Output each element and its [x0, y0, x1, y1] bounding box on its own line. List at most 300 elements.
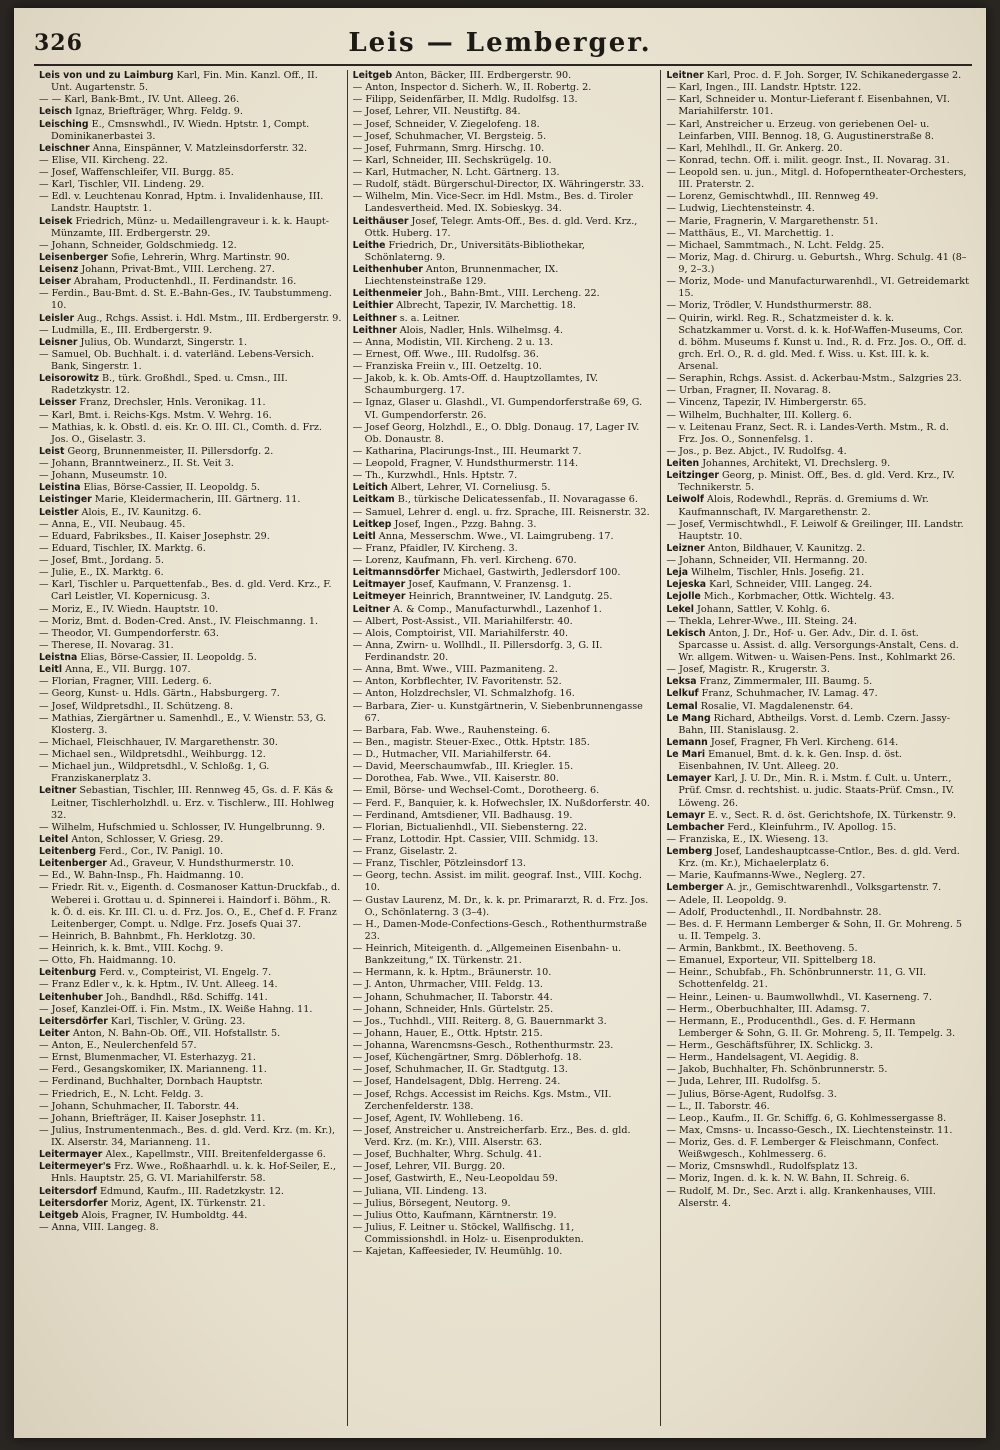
entry-details: — Josef, Lehrer, VII. Neustiftg. 84. — [352, 106, 521, 118]
directory-entry — [39, 313, 342, 325]
entry-details: — Josef, Buchhalter, Whrg. Schulg. 41. — [352, 1149, 542, 1161]
directory-entry — [39, 1113, 342, 1125]
entry-surname: Leja — [666, 567, 689, 579]
entry-surname: Leischner — [39, 142, 90, 154]
entry-details: — Moriz, Bmt. d. Boden-Cred. Anst., IV. Fleischmanng. 1. — [39, 615, 318, 627]
directory-entry — [353, 494, 656, 506]
entry-details: — Herm., Geschäftsführer, IX. Schlickg. 3. — [666, 1040, 874, 1051]
entry-details: — Anna, Bmt. Wwe., VIII. Pazmaniteng. 2. — [352, 664, 558, 676]
directory-entry — [353, 628, 656, 640]
entry-details: — Emil, Börse- und Wechsel-Comt., Dorotheerg. 6. — [352, 785, 600, 797]
column-1 — [34, 70, 347, 1426]
entry-details: — J. Anton, Uhrmacher, VIII. Feldg. 13. — [352, 979, 543, 991]
entry-details: — Karl, Bmt. i. Reichs-Kgs. Mstm. V. Wehrg. 16. — [39, 409, 272, 421]
entry-details: Anton, Brunnenmacher, IX. Liechtensteinstraße 129. — [364, 264, 559, 288]
directory-entry — [353, 94, 656, 106]
directory-entry — [39, 701, 342, 713]
directory-entry — [353, 676, 656, 688]
directory-entry — [39, 664, 342, 676]
entry-details: — Johann, Schneider, Goldschmiedg. 12. — [39, 239, 237, 251]
entry-details: Joh., Bahn-Bmt., VIII. Lercheng. 22. — [422, 288, 600, 300]
directory-entry — [666, 203, 969, 215]
directory-entry — [39, 713, 342, 737]
entry-details: Ferd., Kleinfuhrm., IV. Apollog. 15. — [724, 821, 897, 833]
entry-details: — Vincenz, Tapezir, IV. Himbergerstr. 65. — [666, 397, 867, 409]
directory-entry — [39, 955, 342, 967]
entry-details: Marie, Kleidermacherin, III. Gärtnerg. 11. — [91, 494, 301, 506]
directory-entry — [666, 749, 969, 773]
entry-details: — Jos., Tuchhdl., VIII. Reiterg. 8, G. Bauernmarkt 3. — [352, 1015, 607, 1027]
entry-surname: Leitenhuber — [39, 991, 103, 1003]
entry-surname: Leiten — [666, 458, 700, 469]
entry-details: — Adolf, Productenhdl., II. Nordbahnstr. 28. — [666, 906, 882, 918]
entry-details: — Julius, Börsegent, Neutorg. 9. — [352, 1197, 511, 1209]
directory-entry — [666, 119, 969, 143]
entry-surname: Leitkam — [352, 494, 395, 506]
entry-details: B., türkische Delicatessenfab., II. Novaragasse 6. — [394, 494, 638, 506]
directory-entry — [666, 737, 969, 749]
directory-entry — [666, 519, 969, 543]
entry-surname: Leistinger — [39, 494, 92, 506]
directory-entry — [39, 397, 342, 409]
directory-entry — [39, 688, 342, 700]
directory-entry — [353, 822, 656, 834]
running-head: Leis — Lemberger. — [348, 28, 652, 58]
entry-details: Abraham, Productenhdl., II. Ferdinandstr. 16. — [70, 276, 297, 288]
entry-surname: Leisser — [39, 397, 77, 409]
directory-entry — [666, 1101, 969, 1113]
entry-details: — Hermann, E., Producenthdl., Ges. d. F. Hermann Lemberger & Sohn, G. II. Gr. Mohreng. 5, II. Tempelg. 3. — [666, 1015, 956, 1039]
directory-entry — [39, 143, 342, 155]
entry-details: — Johann, Branntweinerz., II. St. Veit 3. — [39, 458, 234, 469]
directory-entry — [353, 1028, 656, 1040]
directory-entry — [666, 1161, 969, 1173]
entry-surname: Leisler — [39, 312, 75, 324]
directory-entry — [353, 300, 656, 312]
directory-entry — [353, 919, 656, 943]
directory-entry — [39, 410, 342, 422]
entry-details: — Bes. d. F. Hermann Lemberger & Sohn, II. Gr. Mohreng. 5 u. II. Tempelg. 3. — [666, 918, 963, 942]
entry-details: — Heinr., Leinen- u. Baumwollwhdl., VI. Kaserneng. 7. — [666, 991, 932, 1003]
directory-entry — [39, 567, 342, 579]
directory-entry — [353, 579, 656, 591]
directory-entry — [666, 701, 969, 713]
directory-entry — [353, 1161, 656, 1173]
entry-details: — Friedrich, E., N. Lcht. Feldg. 3. — [39, 1088, 204, 1100]
page-header — [14, 28, 986, 62]
entry-details: Ignaz, Briefträger, Whrg. Feldg. 9. — [72, 106, 243, 118]
entry-details: — Ed., W. Bahn-Insp., Fh. Haidmanng. 10. — [39, 870, 244, 882]
directory-entry — [666, 1113, 969, 1125]
directory-entry — [353, 519, 656, 531]
entry-surname: Leithenmeier — [352, 288, 423, 300]
entry-details: — Josef, Kanzlei-Off. i. Fin. Mstm., IX. Weiße Hahng. 11. — [39, 1003, 313, 1015]
entry-details: Karl, Fin. Min. Kanzl. Off., II. Unt. Augartenstr. 5. — [51, 70, 318, 94]
entry-surname: Leithe — [352, 239, 386, 251]
entry-details: — Jos., p. Bez. Abjct., IV. Rudolfsg. 4. — [666, 445, 847, 457]
entry-details: Karl, J. U. Dr., Min. R. i. Mstm. f. Cult. u. Unterr., Prüf. Cmsr. d. rechtshist. u. judic. Staats-Prüf. Cmsn., IV. Löweng. 26. — [678, 773, 955, 809]
directory-entry — [666, 494, 969, 518]
entry-details: — Marie, Fragnerin, V. Margarethenstr. 51. — [666, 215, 879, 227]
entry-details: — Dorothea, Fab. Wwe., VII. Kaiserstr. 80. — [352, 773, 559, 785]
entry-details: — Mathias, Ziergärtner u. Samenhdl., E., V. Wienstr. 53, G. Klosterg. 3. — [39, 712, 327, 736]
directory-entry — [39, 737, 342, 749]
directory-entry — [666, 216, 969, 228]
directory-entry — [353, 895, 656, 919]
entry-details: — Johann, Briefträger, II. Kaiser Josephstr. 11. — [39, 1112, 266, 1124]
directory-entry — [666, 70, 969, 82]
entry-details: — Kajetan, Kaffeesieder, IV. Heumühlg. 10. — [352, 1246, 563, 1258]
entry-details: — Josef, Anstreicher u. Anstreicherfarb. Erz., Bes. d. gld. Verd. Krz. (m. Kr.), VIII. Alserstr. 63. — [352, 1124, 631, 1148]
directory-entry — [666, 1076, 969, 1088]
directory-entry — [39, 822, 342, 834]
entry-details: — Moriz, Ges. d. F. Lemberger & Fleischmann, Confect. Weißwgesch., Kohlmesserg. 6. — [666, 1137, 939, 1161]
entry-details: Joh., Bandhdl., Rßd. Schiffg. 141. — [102, 991, 268, 1003]
directory-entry — [666, 1137, 969, 1161]
directory-entry — [666, 628, 969, 664]
directory-entry — [666, 1186, 969, 1210]
entry-details: — Samuel, Ob. Buchhalt. i. d. vaterländ. Lebens-Versich. Bank, Singerstr. 1. — [39, 348, 315, 372]
entry-surname: Leitersdörfer — [39, 1015, 108, 1027]
directory-entry — [39, 470, 342, 482]
directory-entry — [353, 179, 656, 191]
directory-entry — [353, 143, 656, 155]
directory-entry — [353, 834, 656, 846]
entry-details: — Anton, E., Neulerchenfeld 57. — [39, 1040, 197, 1051]
entry-details: — Karl, Tischler u. Parquettenfab., Bes. d. gld. Verd. Krz., F. Carl Leistler, VI. Kopernicusg. 3. — [39, 579, 332, 603]
entry-surname: Leithner — [352, 324, 397, 336]
entry-details: — Ludwig, Liechtensteinstr. 4. — [666, 203, 815, 215]
entry-details: — Josef, Fuhrmann, Smrg. Hirschg. 10. — [352, 142, 545, 154]
entry-surname: Lemann — [666, 736, 708, 748]
directory-entry — [353, 1076, 656, 1088]
entry-details: — Georg, Kunst- u. Hdls. Gärtn., Habsburgerg. 7. — [39, 688, 280, 700]
directory-entry — [353, 725, 656, 737]
entry-details: — Katharina, Placirungs-Inst., III. Heumarkt 7. — [352, 445, 582, 457]
entry-details: — Theodor, VI. Gumpendorferstr. 63. — [39, 627, 219, 639]
entry-details: Karl, Tischler, V. Grüng. 23. — [107, 1015, 246, 1027]
entry-details: — Anton, Inspector d. Sicherh. W., II. Robertg. 2. — [352, 82, 592, 94]
entry-details: Alois, Nadler, Hnls. Wilhelmsg. 4. — [396, 324, 564, 336]
entry-details: Anton, N. Bahn-Ob. Off., VII. Hofstallstr. 5. — [69, 1027, 281, 1039]
directory-entry — [353, 749, 656, 761]
directory-entry — [666, 1040, 969, 1052]
directory-entry — [353, 992, 656, 1004]
directory-entry — [666, 1064, 969, 1076]
directory-entry — [39, 252, 342, 264]
entry-details: — Florian, Fragner, VIII. Lederg. 6. — [39, 676, 212, 688]
entry-details: — Josef, Gastwirth, E., Neu-Leopoldau 59. — [352, 1173, 558, 1185]
entry-surname: Lemayr — [666, 809, 705, 821]
directory-entry — [39, 846, 342, 858]
directory-entry — [666, 191, 969, 203]
entry-details: — Josef, Schneider, V. Ziegelofeng. 18. — [352, 118, 540, 130]
entry-details: — Josef, Küchengärtner, Smrg. Döblerhofg. 18. — [352, 1052, 582, 1064]
directory-entry — [666, 834, 969, 846]
directory-entry — [666, 422, 969, 446]
entry-surname: Leitner — [666, 70, 704, 81]
directory-entry — [39, 1004, 342, 1016]
directory-entry — [666, 300, 969, 312]
entry-surname: Lemal — [666, 700, 698, 712]
entry-details: — Karl, Mehlhdl., II. Gr. Ankerg. 20. — [666, 142, 843, 154]
entry-details: — Adele, II. Leopoldg. 9. — [666, 894, 787, 906]
entry-surname: Leithäuser — [352, 215, 409, 227]
entry-details: — Max, Cmsns- u. Incasso-Gesch., IX. Liechtensteinstr. 11. — [666, 1124, 953, 1136]
entry-details: — Julius, F. Leitner u. Stöckel, Wallfischg. 11, Commissionshdl. in Holz- u. Eisenprodukten. — [352, 1221, 584, 1245]
entry-details: — Thekla, Lehrer-Wwe., III. Steing. 24. — [666, 615, 857, 627]
entry-surname: Leitel — [39, 833, 69, 845]
directory-entry — [666, 1004, 969, 1016]
directory-entry — [666, 773, 969, 809]
entry-surname: Leitmannsdörfer — [352, 567, 440, 579]
entry-details: Sebastian, Tischler, III. Rennweg 45, Gs. d. F. Käs & Leitner, Tischlerholzhdl. u. Erz. v. Tischlerw., III. Hohlweg 32. — [51, 785, 335, 821]
entry-details: — Johann, Museumstr. 10. — [39, 470, 168, 482]
directory-entry — [666, 410, 969, 422]
directory-entry — [666, 713, 969, 737]
directory-entry — [353, 1222, 656, 1246]
entry-surname: Lejolle — [666, 591, 701, 603]
directory-entry — [353, 191, 656, 215]
directory-entry — [353, 119, 656, 131]
entry-details: Josef, Landeshauptcasse-Cntlor., Bes. d. gld. Verd. Krz. (m. Kr.), Michaelerplatz 6. — [678, 846, 960, 870]
entry-details: A. jr., Gemischtwarenhdl., Volksgartenstr. 7. — [723, 882, 942, 894]
directory-entry — [39, 288, 342, 312]
directory-entry — [353, 640, 656, 664]
entry-details: — Lorenz, Gemischtwhdl., III. Rennweg 49. — [666, 191, 879, 203]
entry-details: — Moriz, E., IV. Wiedn. Hauptstr. 10. — [39, 603, 219, 615]
directory-entry — [353, 1149, 656, 1161]
directory-entry — [39, 1016, 342, 1028]
directory-entry — [39, 749, 342, 761]
directory-entry — [666, 895, 969, 907]
directory-entry — [39, 1052, 342, 1064]
entry-details: — Leopold, Fragner, V. Hundsthurmerstr. 114. — [352, 458, 579, 469]
directory-entry — [666, 664, 969, 676]
directory-entry — [353, 1089, 656, 1113]
entry-details: — v. Leitenau Franz, Sect. R. i. Landes-Verth. Mstm., R. d. Frz. Jos. O., Sonnenfelsg. 1. — [666, 421, 949, 445]
entry-details: Alois, Fragner, IV. Humboldtg. 44. — [78, 1209, 248, 1221]
entry-surname: Lembacher — [666, 821, 725, 833]
entry-details: — Samuel, Lehrer d. engl. u. frz. Sprache, III. Reisnerstr. 32. — [352, 506, 650, 518]
entry-details: — Franziska Freiin v., III. Oetzeltg. 10. — [352, 361, 542, 372]
entry-details: — Lorenz, Kaufmann, Fh. verl. Kircheng. 670. — [352, 555, 577, 566]
entry-surname: Leizner — [666, 542, 705, 554]
directory-entry — [666, 167, 969, 191]
directory-entry — [353, 70, 656, 82]
entry-details: — Josef, Agent, IV. Wohllebeng. 16. — [352, 1112, 524, 1124]
entry-details: Emanuel, Bmt. d. k. k. Gen. Insp. d. öst. Eisenbahnen, IV. Unt. Alleeg. 20. — [678, 749, 902, 773]
directory-entry — [353, 1125, 656, 1149]
directory-entry — [666, 240, 969, 252]
header-rule — [34, 64, 972, 66]
entry-details: — David, Meerschaumwfab., III. Kriegler. 15. — [352, 761, 574, 773]
entry-details: — Franz, Lottodir. Hpt. Cassier, VIII. Schmidg. 13. — [352, 833, 599, 845]
directory-entry — [39, 216, 342, 240]
directory-entry — [666, 155, 969, 167]
entry-details: — Albert, Post-Assist., VII. Mariahilferstr. 40. — [352, 615, 573, 627]
entry-details: Aug., Rchgs. Assist. i. Hdl. Mstm., III. Erdbergerstr. 9. — [74, 312, 342, 324]
directory-entry — [666, 1052, 969, 1064]
directory-entry — [666, 992, 969, 1004]
entry-details: Ferd. v., Compteirist, VI. Engelg. 7. — [96, 967, 272, 979]
entry-surname: Lekel — [666, 603, 694, 615]
directory-entry — [39, 337, 342, 349]
entry-details: Georg, p. Minist. Off., Bes. d. gld. Verd. Krz., IV. Technikerstr. 5. — [678, 470, 955, 494]
entry-details: — Franziska, E., IX. Wieseng. 13. — [666, 833, 829, 845]
directory-entry — [353, 131, 656, 143]
directory-entry — [666, 385, 969, 397]
directory-entry — [353, 1040, 656, 1052]
directory-entry — [39, 882, 342, 931]
entry-details: — Franz, Tischler, Pötzleinsdorf 13. — [352, 858, 526, 870]
directory-entry — [666, 1125, 969, 1137]
entry-details: — Julius Otto, Kaufmann, Kärntnerstr. 19. — [352, 1209, 557, 1221]
directory-entry — [353, 1186, 656, 1198]
entry-details: Anton, Schlosser, V. Griesg. 29. — [68, 833, 224, 845]
directory-entry — [666, 846, 969, 870]
entry-surname: Leitgeb — [39, 1209, 79, 1221]
entry-details: — Florian, Bictualienhdl., VII. Siebensterng. 22. — [352, 821, 587, 833]
directory-entry — [353, 943, 656, 967]
entry-details: — Ignaz, Glaser u. Glashdl., VI. Gumpendorferstraße 69, G. VI. Gumpendorferstr. 26. — [352, 397, 643, 421]
entry-details: Ad., Graveur, V. Hundsthurmerstr. 10. — [106, 858, 294, 870]
entry-details: Josef, Fragner, Fh Verl. Kircheng. 614. — [707, 736, 899, 748]
entry-details: — Barbara, Zier- u. Kunstgärtnerin, V. Siebenbrunnengasse 67. — [352, 700, 643, 724]
entry-details: Anton, J. Dr., Hof- u. Ger. Adv., Dir. d. I. öst. Sparcasse u. Assist. d. allg. Versorgungs-Anstalt, Cens. d. Wr. allgem. Witwen- u. Waisen-Pens. Inst., Kohlmarkt 26. — [678, 627, 959, 663]
entry-details: — Franz, Giselastr. 2. — [352, 846, 458, 857]
entry-surname: Leitersdorfer — [39, 1197, 108, 1209]
page-number: 326 — [34, 30, 83, 56]
entry-details: — Karl, Anstreicher u. Erzeug. von geriebenen Oel- u. Leinfarben, VIII. Bennog. 18, G. Augustinerstraße 8. — [666, 118, 934, 142]
entry-surname: Leisner — [39, 336, 78, 348]
entry-surname: Leistina — [39, 482, 81, 494]
entry-details: — Gustav Laurenz, M. Dr., k. k. pr. Primararzt, R. d. Frz. Jos. O., Schönlaterng. 3 (3–4). — [352, 894, 649, 918]
entry-details: — Wilhelm, Min. Vice-Secr. im Hdl. Mstm., Bes. d. Tiroler Landesvertheid. Med. IX. Sobieskyg. 34. — [352, 191, 633, 215]
entry-details: — Anna, Zwirn- u. Wollhdl., II. Pillersdorfg. 3, G. II. Ferdinandstr. 20. — [352, 639, 603, 663]
entry-surname: Leistler — [39, 506, 79, 518]
entry-details: — Eduard, Tischler, IX. Marktg. 6. — [39, 542, 206, 554]
entry-details: Johannes, Architekt, VI. Drechslerg. 9. — [699, 458, 891, 469]
entry-details: Albert, Lehrer, VI. Corneliusg. 5. — [387, 482, 551, 494]
directory-entry — [353, 82, 656, 94]
directory-entry — [353, 1246, 656, 1258]
entry-details: — Leop., Kaufm., II. Gr. Schiffg. 6, G. Kohlmessergasse 8. — [666, 1112, 947, 1124]
entry-details: — Josef, Schuhmacher, VI. Bergsteig. 5. — [352, 130, 547, 142]
entry-surname: Leitkep — [352, 518, 392, 530]
entry-details: Alois, Rodewhdl., Repräs. d. Gremiums d. Wr. Kaufmannschaft, IV. Margarethenstr. 2. — [678, 494, 929, 518]
entry-details: — Quirin, wirkl. Reg. R., Schatzmeister d. k. k. Schatzkammer u. Vorst. d. k. k. Hof-Waffen-Museums, Cor. d. böhm. Museums f. Kunst u. Ind., R. d. Frz. Jos. O., Off. d. grch. Erl. O., R. d. gld. Med. f. Wiss. u. Kst. III. k. k. Arsenal. — [666, 312, 967, 372]
directory-entry — [353, 979, 656, 991]
directory-entry — [39, 1040, 342, 1052]
entry-surname: Le Mang — [666, 712, 711, 724]
directory-entry — [39, 1076, 342, 1088]
entry-details: — Heinr., Schubfab., Fh. Schönbrunnerstr. 11, G. VII. Schottenfeldg. 21. — [666, 967, 927, 991]
entry-details: — Emanuel, Exporteur, VII. Spittelberg 18. — [666, 955, 876, 967]
entry-surname: Leist — [39, 445, 65, 457]
entry-surname: Leistna — [39, 652, 78, 663]
entry-details: Josef, Telegr. Amts-Off., Bes. d. gld. Verd. Krz., Ottk. Huberg. 17. — [364, 215, 638, 239]
entry-details: — Anna, Modistin, VII. Kircheng. 2 u. 13. — [352, 336, 554, 348]
directory-entry — [39, 652, 342, 664]
directory-entry — [39, 179, 342, 191]
entry-details: — D., Hutmacher, VII. Mariahilferstr. 64. — [352, 749, 552, 760]
entry-surname: Leiwolf — [666, 494, 704, 506]
entry-details: — Michael jun., Wildpretsdhl., V. Schloßg. 1, G. Franziskanerplatz 3. — [39, 761, 270, 785]
entry-details: — Eduard, Fabriksbes., II. Kaiser Josephstr. 29. — [39, 530, 270, 542]
directory-entry — [353, 567, 656, 579]
entry-details: — Ernst, Blumenmacher, VI. Esterhazyg. 21. — [39, 1052, 256, 1064]
entry-details: Heinrich, Branntweiner, IV. Landgutg. 25. — [405, 591, 613, 603]
directory-entry — [666, 919, 969, 943]
entry-details: s. a. Leitner. — [396, 312, 460, 324]
entry-surname: Le Mari — [666, 749, 706, 760]
directory-entry — [353, 313, 656, 325]
entry-details: — Michael, Sammtmach., N. Lcht. Feldg. 25. — [666, 239, 885, 251]
entry-details: — Moriz, Trödler, V. Hundsthurmerstr. 88. — [666, 300, 872, 312]
entry-surname: Leithner — [352, 312, 397, 324]
directory-entry — [666, 143, 969, 155]
directory-entry — [39, 870, 342, 882]
entry-details: — Herm., Handelsagent, VI. Aegidig. 8. — [666, 1052, 859, 1064]
directory-entry — [39, 834, 342, 846]
directory-entry — [353, 967, 656, 979]
directory-entry — [666, 688, 969, 700]
directory-entry — [353, 1113, 656, 1125]
directory-entry — [353, 422, 656, 446]
entry-details: Anna, Messerschm. Wwe., VI. Laimgrubeng. 17. — [375, 530, 614, 542]
entry-details: — L., II. Taborstr. 46. — [666, 1100, 770, 1112]
directory-entry — [39, 931, 342, 943]
entry-details: — Barbara, Fab. Wwe., Rauhensteing. 6. — [352, 724, 551, 736]
entry-details: — Leopold sen. u. jun., Mitgl. d. Hofoperntheater-Orchesters, III. Praterstr. 2. — [666, 167, 967, 191]
directory-entry — [39, 531, 342, 543]
entry-details: Elias, Börse-Cassier, II. Leopoldg. 5. — [77, 652, 257, 663]
directory-entry — [666, 955, 969, 967]
entry-details: — Josef, Magistr. R., Krugerstr. 3. — [666, 664, 830, 676]
entry-details: — Anton, Korbflechter, IV. Favoritenstr. 52. — [352, 676, 562, 688]
entry-details: — Rudolf, M. Dr., Sec. Arzt i. allg. Krankenhauses, VIII. Alserstr. 4. — [666, 1185, 936, 1209]
directory-entry — [353, 325, 656, 337]
entry-details: Julius, Ob. Wundarzt, Singerstr. 1. — [77, 336, 248, 348]
directory-page — [14, 8, 986, 1438]
entry-details: — Josef, Handelsagent, Dblg. Herreng. 24. — [352, 1076, 561, 1088]
directory-entry — [666, 470, 969, 494]
directory-entry — [666, 591, 969, 603]
directory-entry — [666, 94, 969, 118]
entry-details: — Johann, Hauer, E., Ottk. Hptstr. 215. — [352, 1027, 543, 1039]
entry-details: Frz. Wwe., Roßhaarhdl. u. k. k. Hof-Seiler, E., Hnls. Hauptstr. 25, G. VI. Mariahilferstr. 58. — [51, 1161, 337, 1185]
directory-entry — [39, 676, 342, 688]
entry-surname: Leitich — [352, 482, 388, 494]
directory-entry — [353, 288, 656, 300]
entry-details: — Jakob, Buchhalter, Fh. Schönbrunnerstr. 5. — [666, 1064, 888, 1076]
directory-entry — [666, 810, 969, 822]
directory-entry — [353, 1210, 656, 1222]
entry-details: — Juda, Lehrer, III. Rudolfsg. 5. — [666, 1076, 821, 1088]
directory-entry — [39, 519, 342, 531]
entry-details: Anna, E., VII. Burgg. 107. — [62, 664, 191, 676]
directory-entry — [353, 1016, 656, 1028]
directory-entry — [666, 967, 969, 991]
directory-entry — [39, 1149, 342, 1161]
directory-entry — [39, 943, 342, 955]
directory-entry — [353, 737, 656, 749]
entry-details: Anna, Einspänner, V. Matzleinsdorferstr. 32. — [89, 142, 308, 154]
entry-details: Franz, Drechsler, Hnls. Veronikag. 11. — [76, 397, 266, 409]
directory-entry — [353, 785, 656, 797]
directory-entry — [666, 943, 969, 955]
